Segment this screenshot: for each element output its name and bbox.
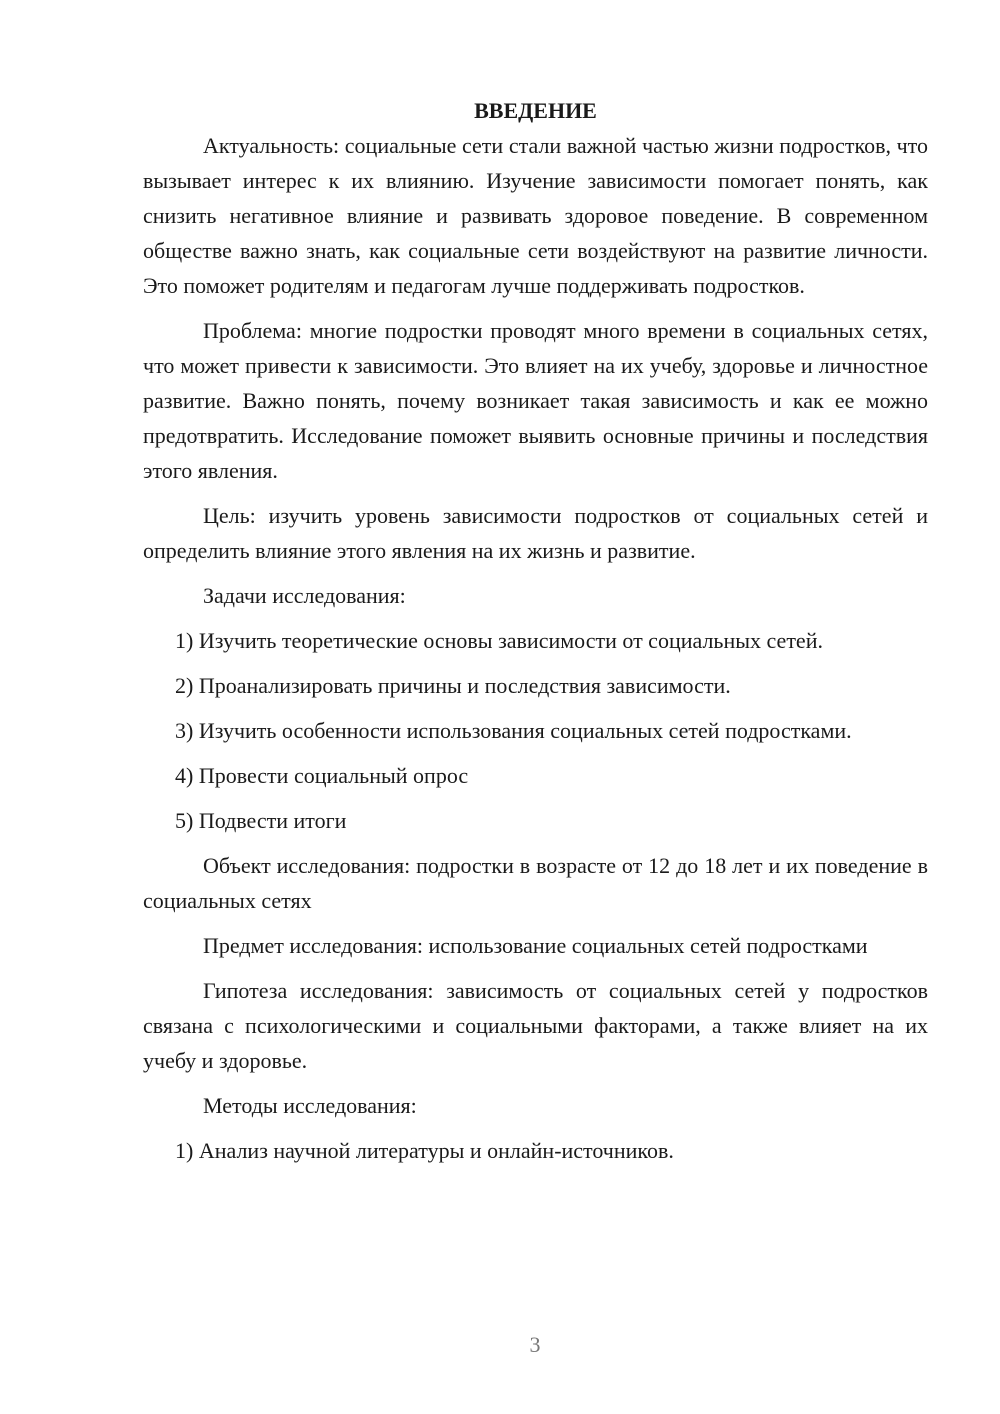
method-item-1: 1) Анализ научной литературы и онлайн-источников. bbox=[175, 1138, 674, 1163]
task-item-4: 4) Провести социальный опрос bbox=[175, 763, 469, 788]
section-title: ВВЕДЕНИЕ bbox=[474, 98, 597, 123]
page-number: 3 bbox=[529, 1332, 541, 1357]
task-item-2: 2) Проанализировать причины и последствия зависимости. bbox=[175, 673, 731, 698]
paragraph-problem: Проблема: многие подростки проводят много времени в социальных сетях, что может привести к зависимости. Это влияет на их учебу, здоровье и личностное развитие. Важно понять, почему возникает такая зависимость и как ее можно предотвратить. Исследование поможет выявить основные причины и последствия этого явления. bbox=[143, 318, 928, 483]
paragraph-goal: Цель: изучить уровень зависимости подростков от социальных сетей и определить влияние этого явления на их жизнь и развитие. bbox=[143, 503, 928, 563]
task-item-5: 5) Подвести итоги bbox=[175, 808, 347, 833]
tasks-heading: Задачи исследования: bbox=[203, 583, 406, 608]
methods-heading: Методы исследования: bbox=[203, 1093, 417, 1118]
task-item-3: 3) Изучить особенности использования социальных сетей подростками. bbox=[175, 718, 852, 743]
task-item-1: 1) Изучить теоретические основы зависимости от социальных сетей. bbox=[175, 628, 823, 653]
paragraph-subject: Предмет исследования: использование социальных сетей подростками bbox=[203, 933, 868, 958]
paragraph-hypothesis: Гипотеза исследования: зависимость от социальных сетей у подростков связана с психологическими и социальными факторами, а также влияет на их учебу и здоровье. bbox=[143, 978, 928, 1073]
page-content bbox=[143, 93, 928, 1178]
paragraph-relevance: Актуальность: социальные сети стали важной частью жизни подростков, что вызывает интерес к их влиянию. Изучение зависимости помогает понять, как снизить негативное влияние и развивать здоровое поведение. В современном обществе важно знать, как социальные сети воздействуют на развитие личности. Это поможет родителям и педагогам лучше поддерживать подростков. bbox=[143, 133, 928, 298]
paragraph-object: Объект исследования: подростки в возрасте от 12 до 18 лет и их поведение в социальных сетях bbox=[143, 853, 928, 913]
